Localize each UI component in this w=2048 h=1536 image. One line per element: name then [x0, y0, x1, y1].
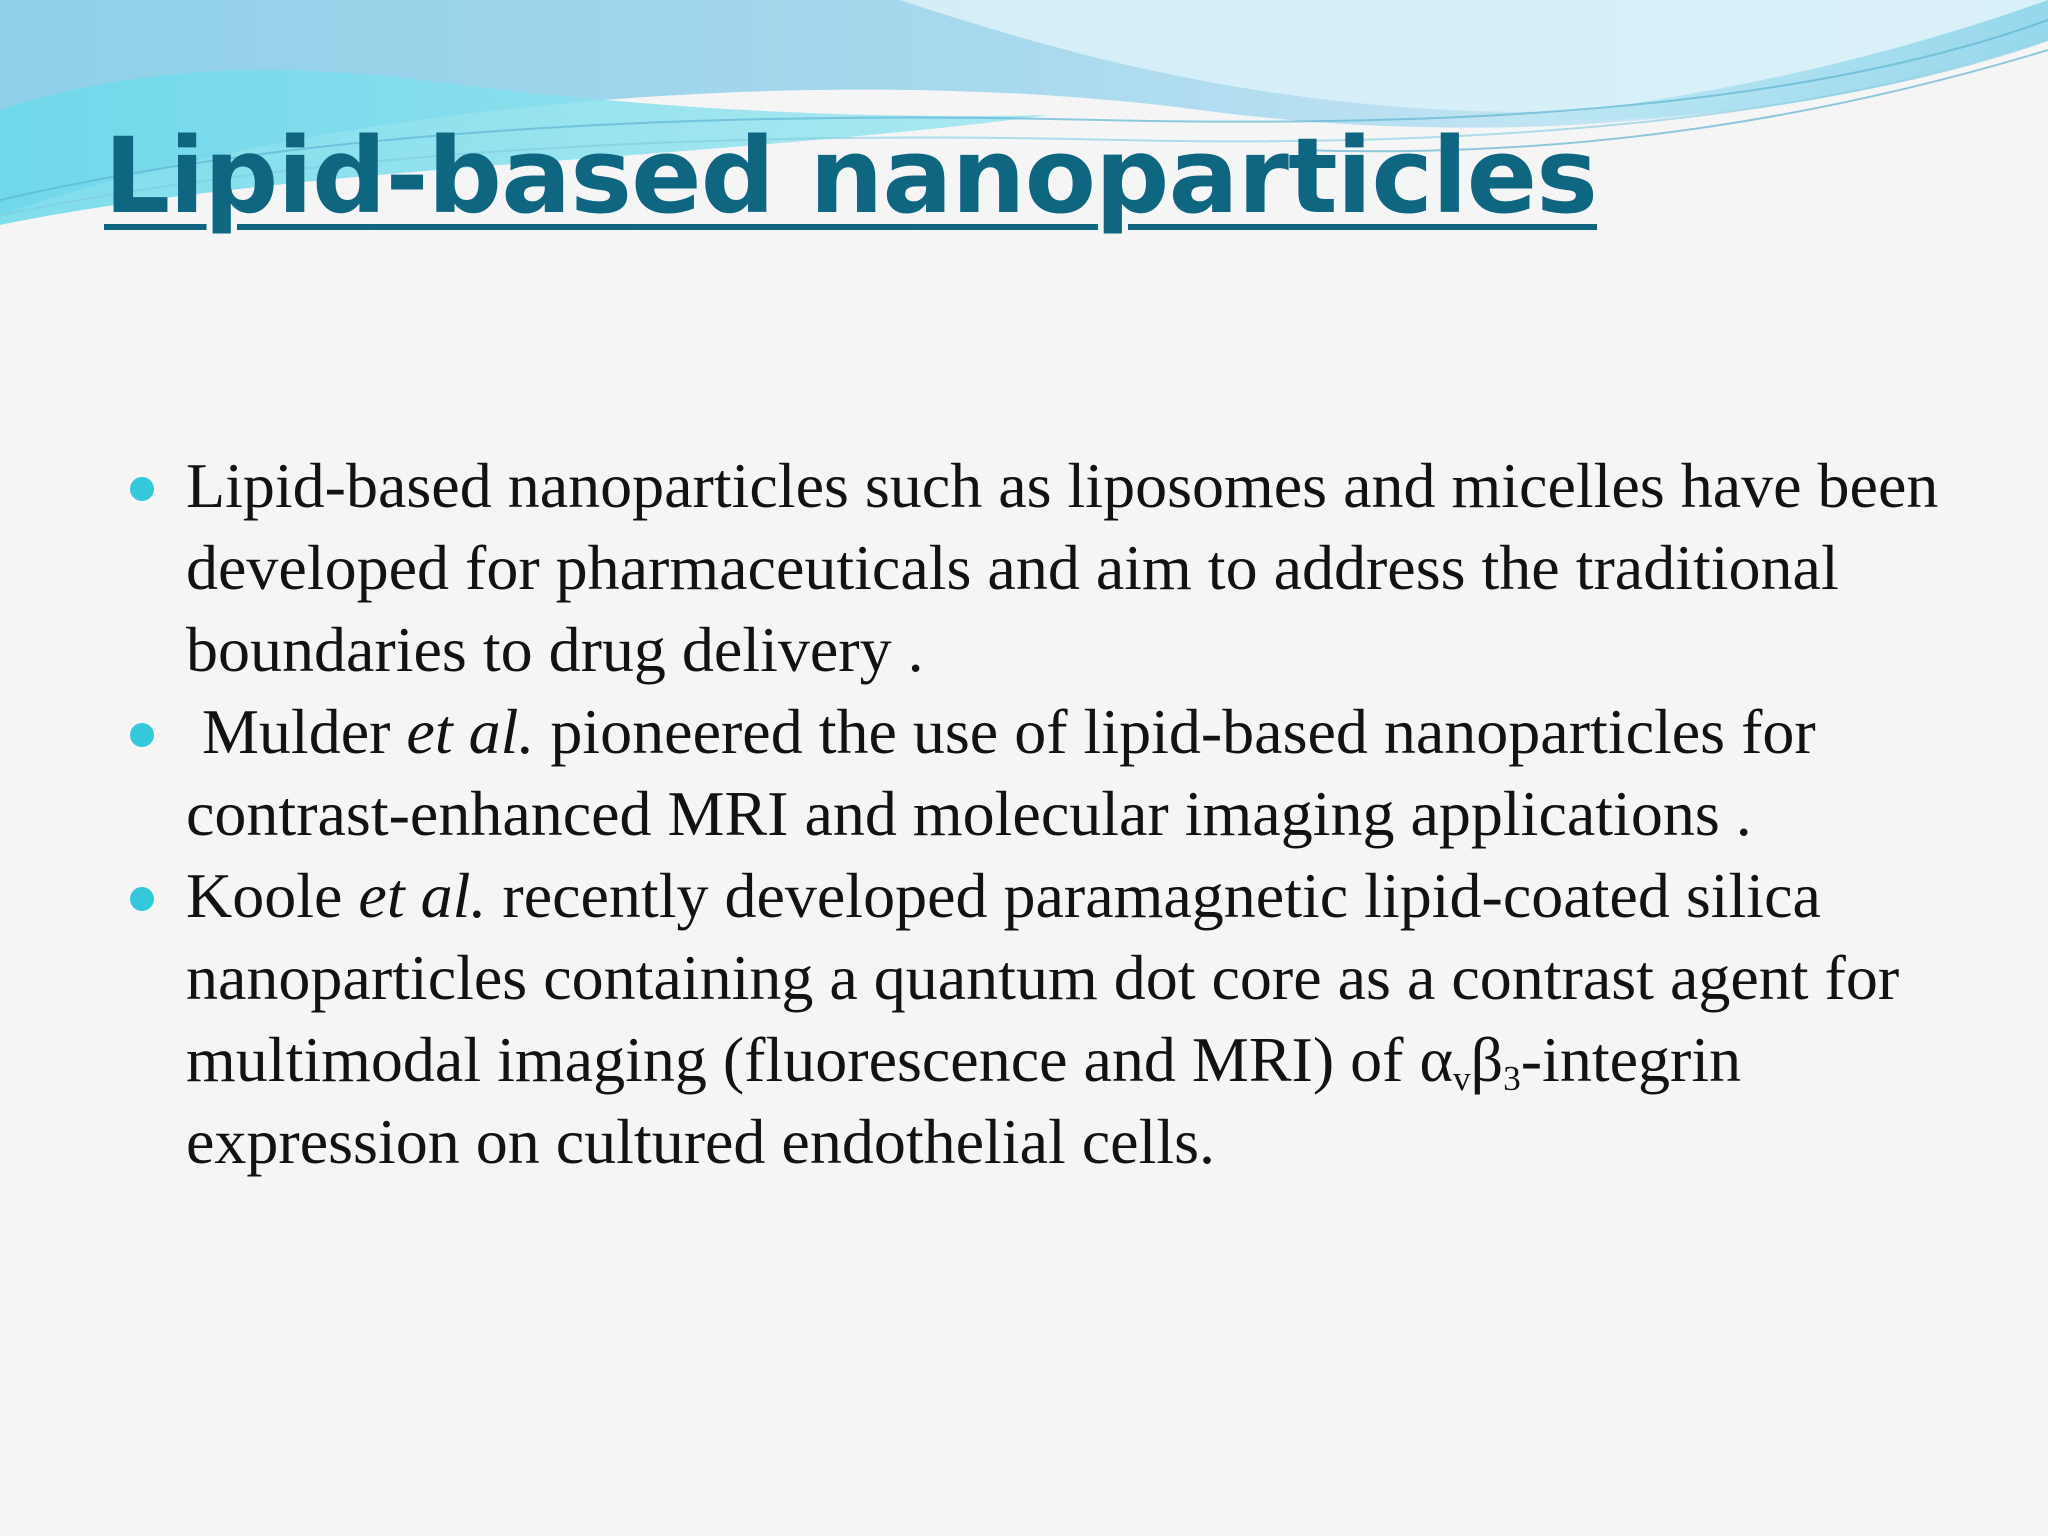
bullet-text-end: -integrin expression on cultured endothelial cells. — [186, 1024, 1742, 1177]
bullet-dot-icon — [130, 887, 154, 911]
bullet-text: recently developed paramagnetic lipid-coated silica nanoparticles containing a quantum dot core as a contrast agent for multimodal imaging (fluorescence and MRI) of — [186, 860, 1900, 1095]
bullet-item — [120, 855, 1960, 1183]
bullet-leading-space — [186, 696, 202, 767]
bullet-item — [120, 445, 1960, 691]
bullet-text: pioneered the use of lipid-based nanoparticles for contrast-enhanced MRI and molecular imaging applications . — [186, 696, 1816, 849]
bullet-item — [120, 691, 1960, 855]
bullet-et-al: et al. — [406, 696, 535, 767]
bullet-list — [120, 445, 1960, 1183]
bullet-text: Lipid-based nanoparticles such as liposomes and micelles have been developed for pharmaceuticals and aim to address the traditional boundaries to drug delivery . — [186, 450, 1939, 685]
bullet-dot-icon — [130, 723, 154, 747]
alpha-symbol: α — [1419, 1024, 1453, 1095]
beta-subscript: 3 — [1503, 1058, 1521, 1098]
bullet-author: Mulder — [202, 696, 391, 767]
slide-title: Lipid-based nanoparticles — [104, 115, 1598, 237]
bullet-et-al: et al. — [358, 860, 487, 931]
bullet-author: Koole — [186, 860, 343, 931]
alpha-subscript: v — [1452, 1058, 1471, 1098]
bullet-dot-icon — [130, 477, 154, 501]
beta-symbol: β — [1470, 1024, 1504, 1095]
